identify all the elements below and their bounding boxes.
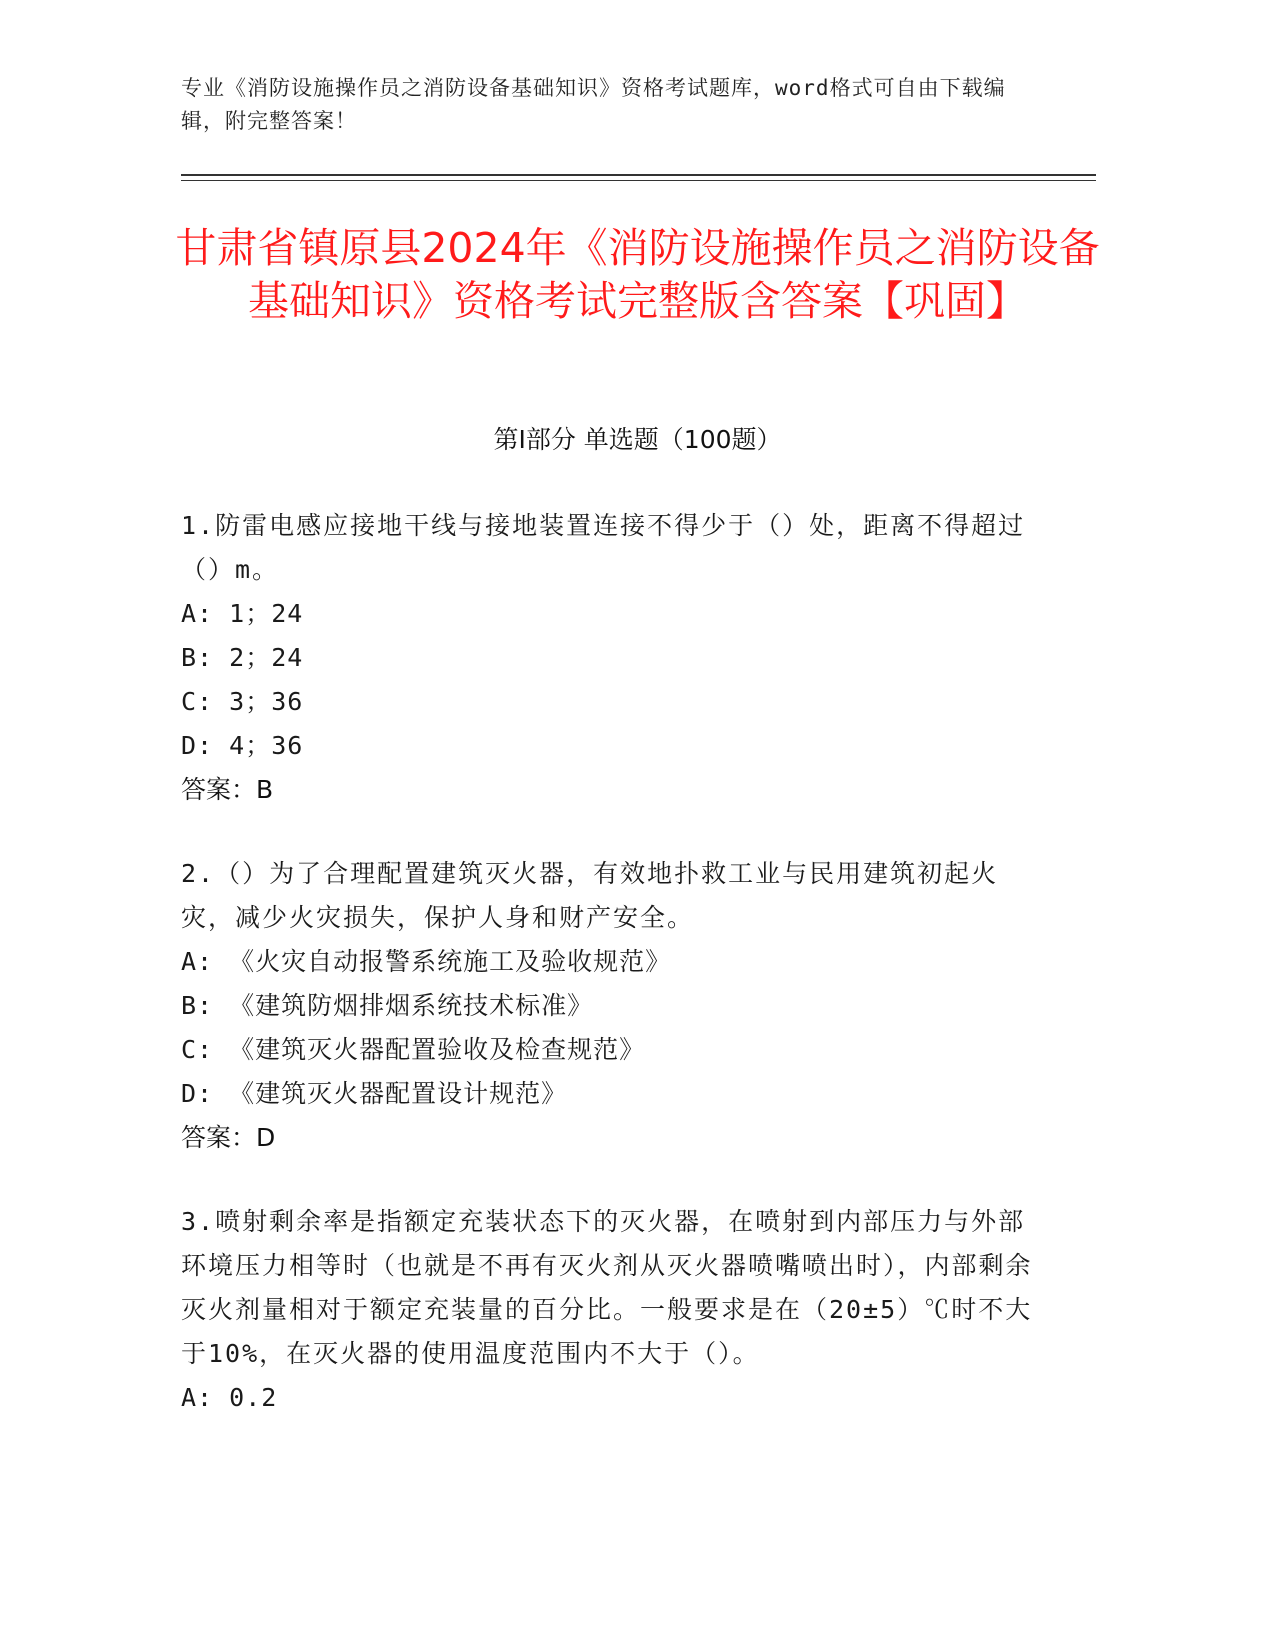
- option-c: C: 《建筑灭火器配置验收及检查规范》: [181, 1035, 646, 1064]
- option-b: B: 《建筑防烟排烟系统技术标准》: [181, 991, 594, 1020]
- question-stem: 2.（）为了合理配置建筑灭火器，有效地扑救工业与民用建筑初起火灾，减少火灾损失，保护人身和财产安全。: [181, 859, 999, 932]
- header-divider-thick: [181, 174, 1096, 176]
- option-a: A: 1；24: [181, 599, 304, 628]
- answer: 答案：B: [181, 775, 274, 804]
- section-title: 第Ⅰ部分 单选题（100题）: [493, 425, 782, 454]
- question-2: [181, 852, 1041, 1160]
- answer: 答案：D: [181, 1123, 276, 1152]
- option-a: A: 《火灾自动报警系统施工及验收规范》: [181, 947, 672, 976]
- option-d: D: 《建筑灭火器配置设计规范》: [181, 1079, 568, 1108]
- header-note: 专业《消防设施操作员之消防设备基础知识》资格考试题库，word格式可自由下载编辑，附完整答案！: [181, 76, 1006, 133]
- header-divider-thin: [181, 180, 1096, 181]
- option-c: C: 3；36: [181, 687, 304, 716]
- question-3: [181, 1200, 1041, 1420]
- option-a: A: 0.2: [181, 1383, 278, 1412]
- option-d: D: 4；36: [181, 731, 304, 760]
- question-stem: 1.防雷电感应接地干线与接地装置连接不得少于（）处，距离不得超过（）m。: [181, 511, 1026, 584]
- question-1: [181, 504, 1041, 812]
- document-title: 甘肃省镇原县2024年《消防设施操作员之消防设备基础知识》资格考试完整版含答案【巩固】: [175, 224, 1100, 325]
- option-b: B: 2；24: [181, 643, 304, 672]
- question-stem: 3.喷射剩余率是指额定充装状态下的灭火器，在喷射到内部压力与外部环境压力相等时（也就是不再有灭火剂从灭火器喷嘴喷出时），内部剩余灭火剂量相对于额定充装量的百分比。一般要求是在（20±5）℃时不大于10%，在灭火器的使用温度范围内不大于（）。: [181, 1207, 1033, 1368]
